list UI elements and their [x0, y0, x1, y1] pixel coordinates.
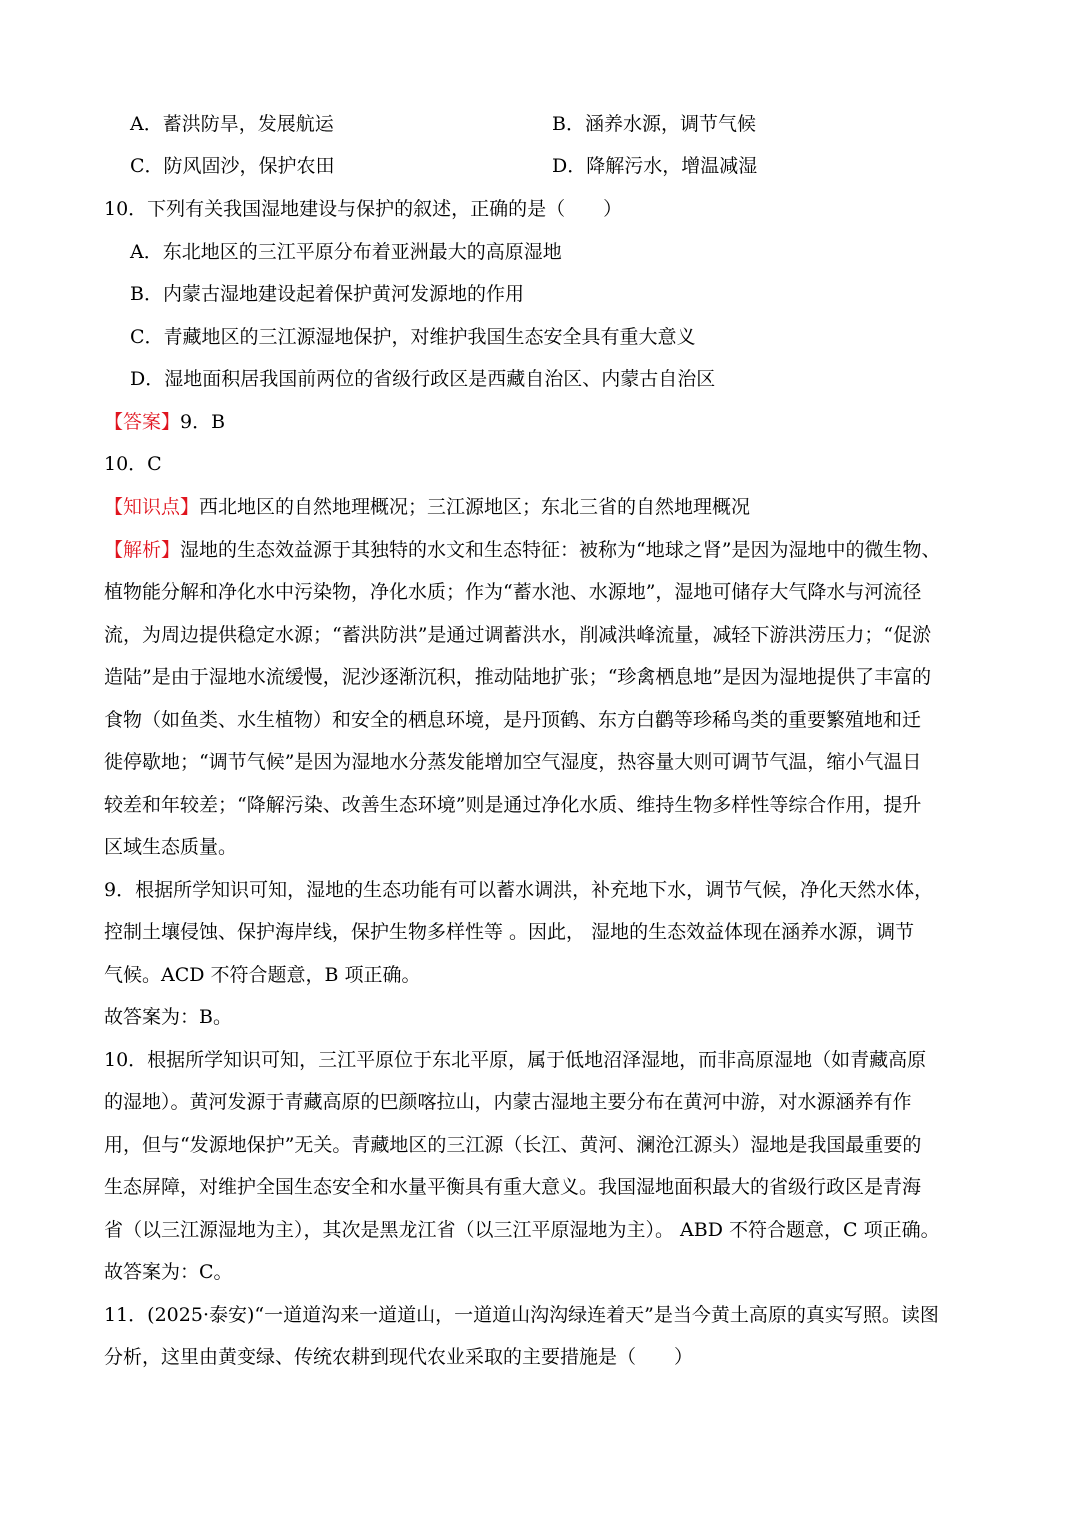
q11-line-1: 11．(2025·泰安)“一道道沟来一道道山，一道道山沟沟绿连着天”是当今黄土高原的真实写照。读图 [104, 1304, 939, 1326]
explain9-line-2: 控制土壤侵蚀、保护海岸线，保护生物多样性等 。因此， 湿地的生态效益体现在涵养水源，调节 [104, 921, 915, 943]
q9-option-d: D．降解污水，增温减湿 [552, 155, 758, 177]
q11-line-2: 分析，这里由黄变绿、传统农耕到现代农业采取的主要措施是（ ） [104, 1346, 694, 1368]
q9-option-c: C．防风固沙，保护农田 [130, 155, 335, 177]
q10-option-d: D．湿地面积居我国前两位的省级行政区是西藏自治区、内蒙古自治区 [130, 368, 716, 390]
explain10-line-3: 用，但与“发源地保护”无关。青藏地区的三江源（长江、黄河、澜沧江源头）湿地是我国最重要的 [104, 1134, 922, 1156]
q9-option-a: A．蓄洪防旱，发展航运 [130, 113, 334, 135]
analysis-line-5: 食物（如鱼类、水生植物）和安全的栖息环境，是丹顶鹤、东方白鹳等珍稀鸟类的重要繁殖地和迁 [104, 709, 922, 731]
knowledge-line [104, 491, 970, 523]
answer-line [104, 406, 970, 438]
answer-q10: 10．C [104, 453, 162, 475]
analysis-line-4: 造陆”是由于湿地水流缓慢，泥沙逐渐沉积，推动陆地扩张；“珍禽栖息地”是因为湿地提供了丰富的 [104, 666, 932, 688]
analysis-line-6: 徙停歇地；“调节气候”是因为湿地水分蒸发能增加空气湿度，热容量大则可调节气温，缩小气温日 [104, 751, 922, 773]
explain10-line-1: 10．根据所学知识可知，三江平原位于东北平原，属于低地沼泽湿地，而非高原湿地（如青藏高原 [104, 1049, 927, 1071]
analysis-tag: 【解析】 [104, 539, 181, 561]
answer-q9: 9．B [180, 411, 226, 433]
explain10-line-5: 省（以三江源湿地为主），其次是黑龙江省（以三江平原湿地为主）。 ABD 不符合题意，C 项正确。 [104, 1219, 940, 1241]
q10-option-a: A．东北地区的三江平原分布着亚洲最大的高原湿地 [130, 241, 562, 263]
answer-tag: 【答案】 [104, 411, 181, 433]
q10-stem: 10．下列有关我国湿地建设与保护的叙述，正确的是（ ） [104, 198, 623, 220]
analysis-line-7: 较差和年较差；“降解污染、改善生态环境”则是通过净化水质、维持生物多样性等综合作用，提升 [104, 794, 922, 816]
q10-option-b: B．内蒙古湿地建设起着保护黄河发源地的作用 [130, 283, 524, 305]
explain10-conclusion: 故答案为：C。 [104, 1261, 233, 1283]
analysis-line-1: 【解析】湿地的生态效益源于其独特的水文和生态特征：被称为“地球之肾”是因为湿地中的微生物、 [104, 539, 941, 561]
analysis-line-8: 区域生态质量。 [104, 836, 238, 858]
explain10-line-2: 的湿地）。黄河发源于青藏高原的巴颜喀拉山，内蒙古湿地主要分布在黄河中游，对水源涵养有作 [104, 1091, 912, 1113]
q9-option-b: B．涵养水源，调节气候 [552, 113, 756, 135]
explain9-line-1: 9．根据所学知识可知，湿地的生态功能有可以蓄水调洪，补充地下水，调节气候，净化天然水体， [104, 879, 934, 901]
knowledge-text: 西北地区的自然地理概况；三江源地区；东北三省的自然地理概况 [199, 496, 751, 518]
analysis-line-3: 流，为周边提供稳定水源；“蓄洪防洪”是通过调蓄洪水，削减洪峰流量，减轻下游洪涝压力；“促淤 [104, 624, 932, 646]
knowledge-tag: 【知识点】 [104, 496, 200, 518]
q10-option-c: C．青藏地区的三江源湿地保护，对维护我国生态安全具有重大意义 [130, 326, 696, 348]
analysis-line-2: 植物能分解和净化水中污染物，净化水质；作为“蓄水池、水源地”，湿地可储存大气降水与河流径 [104, 581, 922, 603]
explain9-line-3: 气候。ACD 不符合题意，B 项正确。 [104, 964, 421, 986]
explain10-line-4: 生态屏障，对维护全国生态安全和水量平衡具有重大意义。我国湿地面积最大的省级行政区是青海 [104, 1176, 922, 1198]
explain9-conclusion: 故答案为：B。 [104, 1006, 232, 1028]
